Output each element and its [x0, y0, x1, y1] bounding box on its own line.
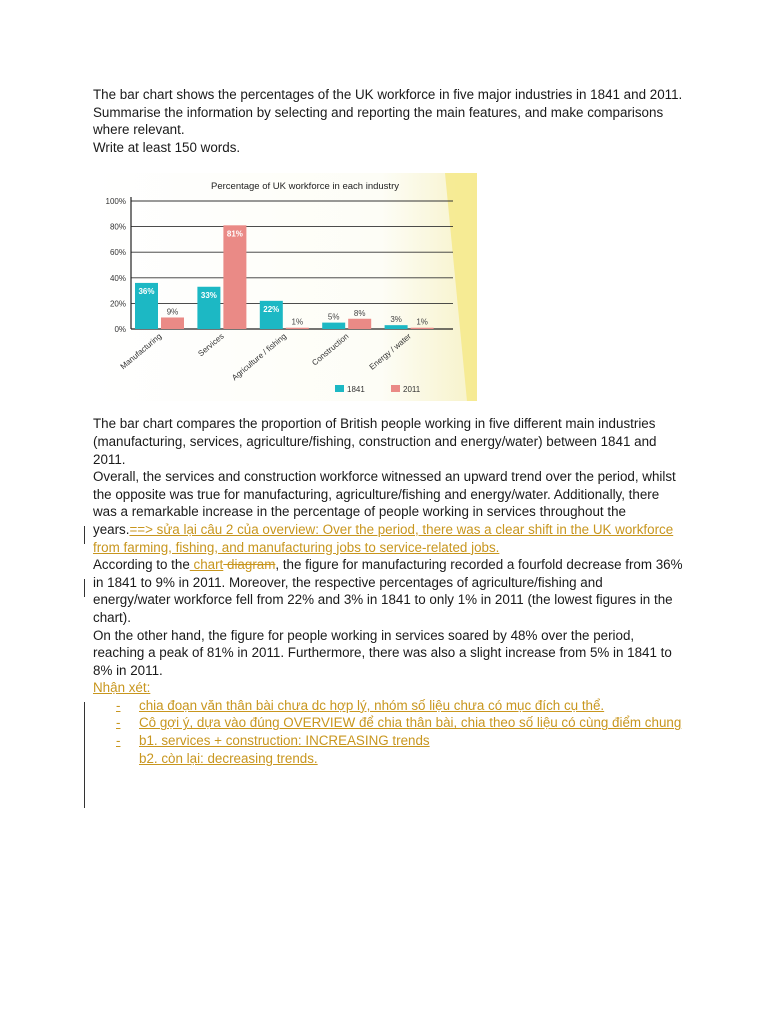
essay-paragraph-4: [93, 627, 683, 680]
revision-bar: [84, 737, 85, 773]
y-tick-label: 0%: [114, 325, 126, 335]
data-label: 81%: [226, 229, 243, 239]
revision-bar: [84, 720, 85, 738]
teacher-comment-overview[interactable]: ==> sửa lại câu 2 của overview: Over the period, there was a clear shift in the UK workforce from farming, fishing, and manufacturing jobs to service-related jobs.: [93, 521, 674, 555]
review-item-text: Cô gợi ý, dựa vào đúng OVERVIEW để chia thân bài, chia theo số liệu có cùng điểm chung: [139, 715, 682, 731]
x-tick-label: Manufacturing: [118, 332, 164, 372]
bar: [348, 319, 371, 329]
review-item-text: b2. còn lại: decreasing trends.: [139, 750, 318, 766]
data-label: 22%: [263, 305, 280, 315]
essay-paragraph-4-text: On the other hand, the figure for people working in services soared by 48% over the period, reaching a peak of 81% in 2011. Furthermore, there was also a slight increase from 5% in 1841 to 8% in 2011.: [93, 627, 672, 678]
review-bullet: -: [116, 715, 121, 731]
revision-bar: [84, 790, 85, 808]
inserted-word[interactable]: chart: [189, 557, 224, 573]
revision-bar: [84, 526, 85, 544]
data-label: 36%: [138, 287, 155, 297]
review-bullet: -: [116, 733, 121, 749]
review-item-text: b1. services + construction: INCREASING trends: [139, 733, 430, 749]
legend-label: 2011: [403, 385, 421, 395]
revision-bar: [84, 579, 85, 597]
legend-swatch: [391, 385, 400, 392]
review-item[interactable]: [93, 697, 683, 715]
y-tick-label: 20%: [109, 299, 126, 309]
bar: [385, 326, 408, 330]
review-heading-text[interactable]: Nhận xét:: [93, 680, 151, 696]
x-tick-label: Energy / water: [367, 332, 413, 373]
essay-paragraph-1: [93, 415, 683, 468]
revision-bar: [84, 773, 85, 791]
x-tick-label: Agriculture / fishing: [230, 332, 289, 383]
revision-bar: [84, 702, 85, 720]
essay-paragraph-2-text: Overall, the services and construction workforce witnessed an upward trend over the period, whilst the opposite was true for manufacturing, agriculture/fishing and energy/water. Additionally, there was a remarkable increase in the percentage of people working in services throughout the years.: [93, 469, 676, 537]
chart-title: Percentage of UK workforce in each industry: [211, 181, 399, 193]
review-heading: [93, 679, 683, 697]
essay-paragraph-3-rest: , the figure for manufacturing recorded a fourfold decrease from 36% in 1841 to 9% in 2011. Moreover, the respective percentages of agriculture/fishing and energy/water workforce fell from 22% and 3% in 1841 to only 1% in 2011 (the lowest figures in the chart).: [93, 557, 683, 625]
legend-swatch: [335, 385, 344, 392]
word-count-instruction: Write at least 150 words.: [93, 139, 241, 155]
task-prompt: [93, 86, 683, 156]
essay-paragraph-2: [93, 468, 683, 556]
x-tick-label: Construction: [310, 332, 351, 368]
data-label: 8%: [353, 309, 366, 319]
essay-paragraph-3: [93, 556, 683, 626]
data-label: 3%: [390, 315, 402, 325]
essay-paragraph-3-start: According to the: [93, 557, 190, 573]
document-page: [93, 86, 683, 767]
review-item-text: chia đoạn văn thân bài chưa dc hợp lý, nhóm số liệu chưa có mục đích cụ thể.: [139, 697, 605, 713]
y-tick-label: 100%: [105, 197, 126, 207]
review-item[interactable]: [93, 750, 683, 768]
x-tick-label: Services: [196, 332, 226, 359]
review-item[interactable]: [93, 732, 683, 750]
y-tick-label: 40%: [109, 274, 126, 284]
legend-label: 1841: [347, 385, 365, 395]
task-prompt-text: The bar chart shows the percentages of the UK workforce in five major industries in 1841 and 2011. Summarise the information by selecting and reporting the main features, and make comparisons where relevant.: [93, 87, 683, 138]
data-label: 9%: [166, 307, 179, 317]
data-label: 33%: [200, 291, 217, 301]
bar: [223, 226, 246, 330]
bar: [286, 328, 309, 329]
y-tick-label: 80%: [109, 222, 126, 232]
data-label: 5%: [327, 312, 340, 322]
bar-chart: [95, 173, 477, 401]
review-item[interactable]: [93, 714, 683, 732]
essay-paragraph-1-text: The bar chart compares the proportion of British people working in five different main industries (manufacturing, services, agriculture/fishing, construction and energy/water) between 1841 and 2011.: [93, 416, 657, 467]
data-label: 1%: [416, 318, 428, 328]
data-label: 1%: [291, 318, 304, 328]
review-list: [93, 697, 683, 767]
bar: [161, 318, 184, 330]
bar: [322, 323, 345, 329]
bar-chart-svg: [95, 173, 477, 401]
deleted-word[interactable]: diagram: [223, 557, 276, 573]
review-bullet: -: [116, 697, 121, 713]
y-tick-label: 60%: [109, 248, 126, 258]
bar: [411, 328, 434, 329]
